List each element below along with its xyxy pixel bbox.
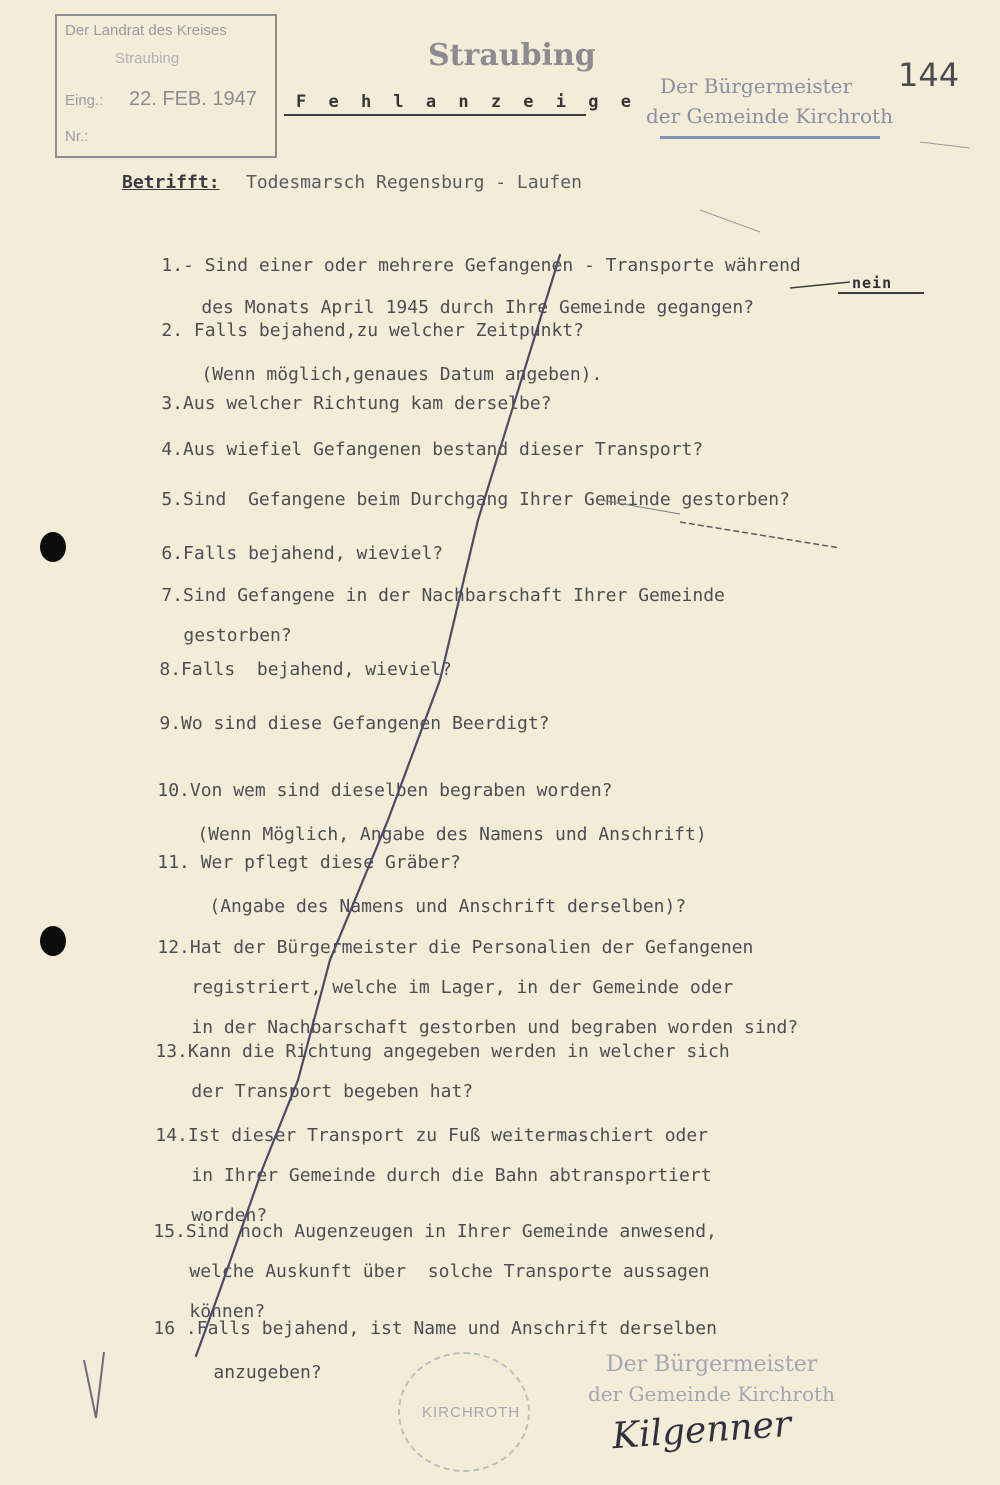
question-number: 9. [159, 713, 182, 734]
question-line: können? [189, 1301, 266, 1322]
question-number: 15. [153, 1221, 186, 1242]
question-number: 1.- [161, 255, 194, 276]
question-number: 10. [157, 780, 190, 801]
question-line: Falls bejahend, wieviel? [183, 543, 444, 564]
pencil-dash [600, 500, 680, 514]
subject-text: Todesmarsch Regensburg - Laufen [246, 172, 582, 193]
question-number: 12. [157, 937, 190, 958]
document-title: F e h l a n z e i g e [296, 92, 637, 112]
question-line: in der Nachbarschaft gestorben und begraben worden sind? [191, 1017, 799, 1038]
question-line: des Monats April 1945 durch Ihre Gemeinde gegangen? [201, 297, 755, 318]
stamp-number-label: Nr.: [65, 128, 89, 145]
footer-mayor-stamp-line1: Der Bürgermeister [606, 1352, 818, 1377]
question-line: (Wenn möglich,genaues Datum angeben). [201, 364, 603, 385]
question-line: anzugeben? [213, 1362, 322, 1383]
stamp-authority: Der Landrat des Kreises [65, 22, 227, 39]
question-number: 3. [161, 393, 184, 414]
question-line: Wo sind diese Gefangenen Beerdigt? [181, 713, 550, 734]
question-number: 14. [155, 1125, 188, 1146]
question-line: Ist dieser Transport zu Fuß weitermaschiert oder [187, 1125, 709, 1146]
question-line: Wer pflegt diese Gräber? [200, 852, 461, 873]
mayor-stamp-line2: der Gemeinde Kirchroth [646, 104, 893, 128]
mayor-stamp-line1: Der Bürgermeister [660, 74, 853, 98]
question-number: 16 [153, 1318, 176, 1339]
question-number: 4. [161, 439, 184, 460]
question-number: 7. [161, 585, 184, 606]
question-line: (Angabe des Namens und Anschrift derselben)? [209, 896, 687, 917]
question-number: 13. [155, 1041, 188, 1062]
question-line: Von wem sind dieselben begraben worden? [189, 780, 613, 801]
page-number: 144 [898, 56, 960, 94]
question-number: 5. [161, 489, 184, 510]
question-line: der Transport begeben hat? [191, 1081, 474, 1102]
answer-text: nein [852, 274, 893, 292]
mayor-signature: Kilgenner [610, 1403, 793, 1458]
town-stamp: Straubing [428, 38, 596, 73]
question-number: 8. [159, 659, 182, 680]
question-number: 2. [161, 320, 184, 341]
stamp-district: Straubing [115, 50, 180, 67]
question-line: Hat der Bürgermeister die Personalien der Gefangenen [189, 937, 754, 958]
question-line: welche Auskunft über solche Transporte aussagen [189, 1261, 710, 1282]
question-line: Aus welcher Richtung kam derselbe? [183, 393, 552, 414]
question-line: Falls bejahend,zu welcher Zeitpunkt? [193, 320, 585, 341]
pencil-dash [790, 282, 850, 288]
question-line: Sind Gefangene beim Durchgang Ihrer Gemeinde gestorben? [183, 489, 790, 510]
pencil-dash [700, 210, 760, 232]
question-number: 6. [161, 543, 184, 564]
stamp-date: 22. FEB. 1947 [129, 88, 257, 110]
question-line: in Ihrer Gemeinde durch die Bahn abtransportiert [191, 1165, 712, 1186]
diagonal-strike-line [196, 255, 560, 1356]
question-number: 11. [157, 852, 190, 873]
question-line: Falls bejahend, wieviel? [181, 659, 452, 680]
question-line: registriert, welche im Lager, in der Gemeinde oder [191, 977, 734, 998]
question-line: Sind Gefangene in der Nachbarschaft Ihrer Gemeinde [183, 585, 725, 606]
seal-text: KIRCHROTH [422, 1404, 521, 1421]
question-line: Kann die Richtung angegeben werden in welcher sich [187, 1041, 730, 1062]
subject-label: Betrifft: [122, 172, 220, 193]
question-line: Sind noch Augenzeugen in Ihrer Gemeinde anwesend, [185, 1221, 717, 1242]
check-mark [84, 1352, 104, 1418]
question-line: gestorben? [183, 625, 292, 646]
pencil-dash [920, 142, 970, 148]
question-line: Aus wiefiel Gefangenen bestand dieser Transport? [183, 439, 704, 460]
pencil-dash [680, 522, 840, 548]
stamp-received-label: Eing.: [65, 92, 104, 109]
question-line: (Wenn Möglich, Angabe des Namens und Anschrift) [197, 824, 707, 845]
footer-mayor-stamp-line2: der Gemeinde Kirchroth [588, 1382, 835, 1406]
question-line: .Falls bejahend, ist Name und Anschrift derselben [185, 1318, 717, 1339]
question-line: worden? [191, 1205, 268, 1226]
question-line: Sind einer oder mehrere Gefangenen - Transporte während [204, 255, 801, 276]
